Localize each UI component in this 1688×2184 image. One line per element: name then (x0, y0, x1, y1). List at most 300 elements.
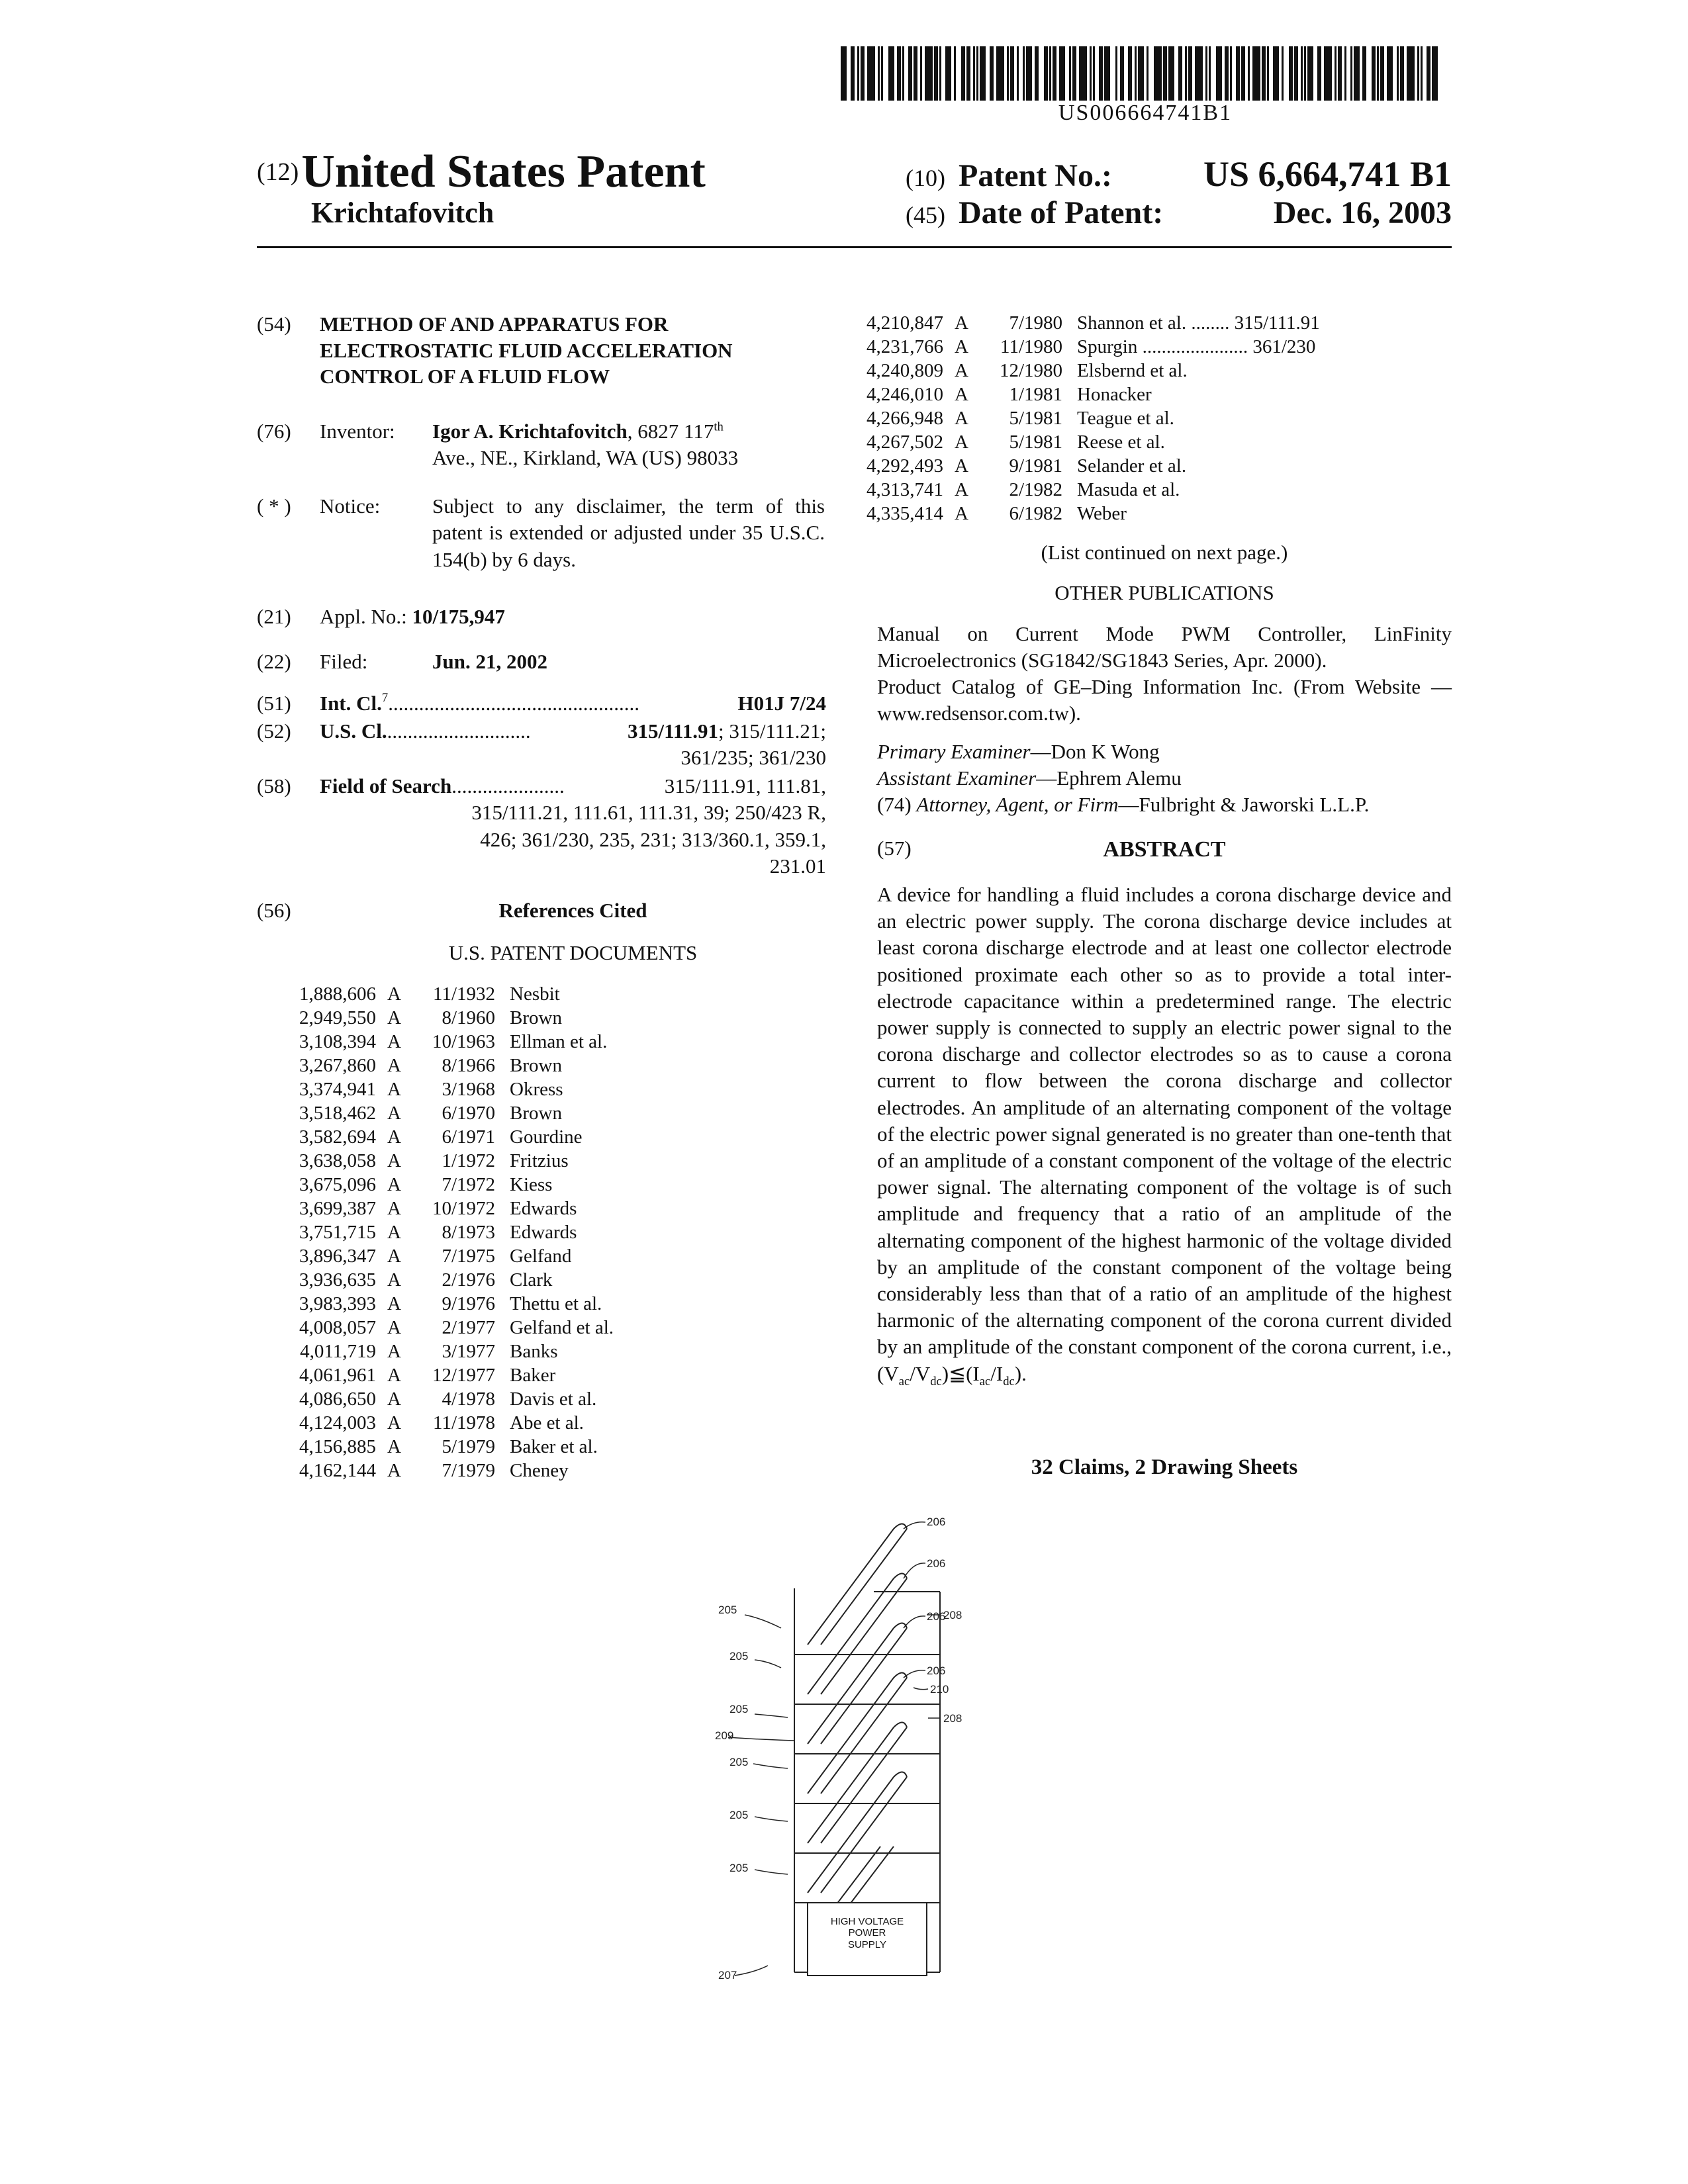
attorney-code: (74) (877, 793, 912, 816)
uscl-label: U.S. Cl. (320, 719, 387, 743)
barcode-bar (851, 46, 855, 101)
reference-number: 4,231,766 (867, 336, 943, 357)
reference-number: 4,008,057 (299, 1317, 376, 1338)
notice-field (257, 493, 826, 573)
abstract-text: A device for handling a fluid includes a corona discharge device and an electric power supply. The corona discharge device includes at least corona discharge electrode and at least one collector electrode positioned proximate each other so as to provide a total inter-electrode capacitance within a predetermined range. The electric power supply is connected to supply an electric power signal to the corona discharge and collector electrodes so as to cause a corona current to flow between the corona discharge and collector electrodes. An amplitude of an alternating component of the voltage of the electric power signal generated is no greater than one-tenth that of an amplitude of a constant component of the voltage of the electric power signal. The alternating component of the voltage is of such amplitude and frequency that a ratio of an amplitude of the alternating component of the highest harmonic of the voltage divided by an amplitude of the constant component of the voltage being considerably less than that of a ratio of an amplitude of the highest harmonic of the alternating component of the corona current divided by an amplitude of the constant component of the corona current, i.e., (877, 883, 1452, 1359)
reference-number: 3,751,715 (299, 1222, 376, 1243)
reference-name: Nesbit (510, 983, 560, 1005)
barcode-bar (1138, 46, 1144, 101)
appl-label: Appl. No.: (320, 605, 407, 628)
barcode-bar (1377, 46, 1379, 101)
reference-kind: A (387, 1031, 401, 1052)
reference-name: Weber (1077, 503, 1127, 524)
reference-date: 6/1970 (442, 1103, 495, 1124)
barcode-bar (1035, 46, 1039, 101)
reference-date: 8/1960 (442, 1007, 495, 1028)
search-line3: 426; 361/230, 235, 231; 313/360.1, 359.1, (480, 827, 826, 851)
reference-row (280, 1292, 810, 1316)
barcode-bar (1069, 46, 1071, 101)
reference-kind: A (955, 432, 968, 453)
barcode-bar (1362, 46, 1366, 101)
reference-number: 4,246,010 (867, 384, 943, 405)
refs-code: (56) (257, 899, 291, 922)
barcode-bar (1147, 46, 1149, 101)
figure-reference-numeral: 205 (729, 1809, 749, 1821)
reference-date: 3/1977 (442, 1341, 495, 1362)
uscl-code: (52) (257, 719, 291, 743)
reference-name: Davis et al. (510, 1388, 597, 1410)
reference-row (847, 478, 1452, 502)
reference-row (280, 1387, 810, 1411)
reference-date: 2/1977 (442, 1317, 495, 1338)
barcode-bar (1017, 46, 1019, 101)
barcode-bar (1350, 46, 1352, 101)
reference-number: 4,313,741 (867, 479, 943, 500)
reference-date: 11/1978 (433, 1412, 495, 1433)
barcode-bar (867, 46, 875, 101)
reference-number: 4,335,414 (867, 503, 943, 524)
inventor-code: (76) (257, 420, 291, 443)
barcode-bar (881, 46, 883, 101)
appl-field (257, 604, 826, 630)
reference-kind: A (387, 1436, 401, 1457)
other-publication-1: Manual on Current Mode PWM Controller, LinFinity Microelectronics (SG1842/SG1843 Series, Apr. 2000). (877, 622, 1452, 672)
figure-reference-numeral: 206 (927, 1516, 946, 1528)
reference-date: 7/1975 (442, 1246, 495, 1267)
reference-row (280, 1054, 810, 1077)
reference-kind: A (387, 1222, 401, 1243)
reference-number: 4,266,948 (867, 408, 943, 429)
reference-name: Banks (510, 1341, 558, 1362)
barcode-bar (914, 46, 917, 101)
reference-date: 1/1981 (1009, 384, 1062, 405)
barcode-bar (1178, 46, 1182, 101)
barcode-bar (1135, 46, 1137, 101)
appl-code: (21) (257, 605, 291, 628)
header-divider (257, 246, 1452, 248)
reference-kind: A (387, 1341, 401, 1362)
barcode-bar (1216, 46, 1222, 101)
barcode-bar (1267, 46, 1269, 101)
reference-kind: A (387, 1055, 401, 1076)
barcode-bar (1093, 46, 1095, 101)
reference-row (847, 406, 1452, 430)
barcode-bar (1010, 46, 1014, 101)
figure-reference-numeral: 205 (718, 1604, 737, 1616)
other-publications-title: OTHER PUBLICATIONS (1055, 581, 1274, 604)
barcode-bar (1387, 46, 1393, 101)
reference-name: Gelfand (510, 1246, 572, 1267)
barcode-bar (897, 46, 901, 101)
barcode-bar (1205, 46, 1207, 101)
barcode-bar (1209, 46, 1211, 101)
primary-examiner-label: Primary Examiner (877, 740, 1031, 763)
reference-name: Baker (510, 1365, 556, 1386)
references-list-right (847, 311, 1452, 525)
barcode-bar (1099, 46, 1103, 101)
assistant-examiner-label: Assistant Examiner (877, 766, 1037, 790)
reference-name: Ellman et al. (510, 1031, 608, 1052)
intcl-sup: 7 (381, 691, 389, 705)
reference-row (280, 1435, 810, 1459)
barcode-bar (1236, 46, 1240, 101)
reference-row (280, 1030, 810, 1054)
barcode-bar (996, 46, 1004, 101)
barcode-bar (1168, 46, 1174, 101)
reference-name: Okress (510, 1079, 563, 1100)
reference-number: 4,156,885 (299, 1436, 376, 1457)
barcode-bar (1338, 46, 1342, 101)
barcode-bar (990, 46, 994, 101)
reference-name: Edwards (510, 1198, 577, 1219)
barcode-bar (1188, 46, 1192, 101)
abstract-code: (57) (877, 837, 912, 860)
barcode-bar (1407, 46, 1415, 101)
filed-field (257, 649, 826, 675)
reference-kind: A (387, 1103, 401, 1124)
reference-kind: A (387, 1365, 401, 1386)
barcode-bar (1023, 46, 1025, 101)
reference-date: 8/1966 (442, 1055, 495, 1076)
reference-date: 7/1980 (1009, 312, 1062, 334)
barcode-bar (1400, 46, 1404, 101)
reference-number: 3,896,347 (299, 1246, 376, 1267)
barcode-bar (1417, 46, 1419, 101)
reference-kind: A (387, 1293, 401, 1314)
barcode-bar (888, 46, 894, 101)
reference-name: Shannon et al. ........ 315/111.91 (1077, 312, 1320, 334)
patent-date: Dec. 16, 2003 (1273, 195, 1452, 230)
reference-name: Selander et al. (1077, 455, 1187, 477)
reference-name: Abe et al. (510, 1412, 584, 1433)
inventor-address-line2: Ave., NE., Kirkland, WA (US) 98033 (432, 446, 739, 470)
kind-code: (12) (257, 158, 299, 186)
inventor-short: Krichtafovitch (311, 197, 494, 229)
abstract-body (877, 882, 1452, 1395)
reference-number: 4,162,144 (299, 1460, 376, 1481)
patent-date-row (906, 195, 1452, 236)
reference-name: Gelfand et al. (510, 1317, 614, 1338)
barcode-bar (1079, 46, 1087, 101)
primary-examiner (877, 739, 1452, 765)
reference-number: 1,888,606 (299, 983, 376, 1005)
barcode-bar (1163, 46, 1167, 101)
reference-date: 7/1972 (442, 1174, 495, 1195)
reference-date: 5/1979 (442, 1436, 495, 1457)
reference-row (280, 1459, 810, 1482)
reference-kind: A (387, 1198, 401, 1219)
reference-name: Clark (510, 1269, 553, 1291)
uscl-value-rest: ; 315/111.21; (718, 719, 826, 743)
power-supply-line2: POWER (848, 1927, 886, 1939)
reference-kind: A (955, 384, 968, 405)
reference-date: 11/1980 (1000, 336, 1062, 357)
barcode-bar (925, 46, 933, 101)
patent-no-code: (10) (906, 165, 945, 191)
reference-row (280, 982, 810, 1006)
reference-name: Thettu et al. (510, 1293, 602, 1314)
references-list-left (280, 982, 810, 1482)
patent-header-left (257, 146, 706, 230)
reference-row (847, 502, 1452, 525)
figure-reference-numeral: 205 (729, 1756, 749, 1768)
barcode-bar (841, 46, 847, 101)
intcl-label: Int. Cl. (320, 692, 382, 715)
reference-row (280, 1316, 810, 1340)
reference-number: 3,699,387 (299, 1198, 376, 1219)
intcl-dots: ................................................. (388, 692, 639, 715)
assistant-examiner (877, 765, 1452, 792)
reference-row (280, 1077, 810, 1101)
invention-title: METHOD OF AND APPARATUS FOR ELECTROSTATIC FLUID ACCELERATION CONTROL OF A FLUID FLOW (320, 312, 733, 388)
reference-row (280, 1363, 810, 1387)
search-field (257, 773, 826, 880)
barcode-bar (1294, 46, 1298, 101)
reference-kind: A (955, 408, 968, 429)
figure-reference-numeral: 208 (943, 1712, 962, 1725)
barcode-bar (1324, 46, 1332, 101)
reference-name: Cheney (510, 1460, 569, 1481)
reference-number: 3,267,860 (299, 1055, 376, 1076)
barcode-bar (1380, 46, 1384, 101)
barcode-bar (1225, 46, 1229, 101)
reference-row (280, 1220, 810, 1244)
reference-kind: A (955, 312, 968, 334)
reference-number: 4,086,650 (299, 1388, 376, 1410)
reference-name: Honacker (1077, 384, 1152, 405)
date-label: Date of Patent: (959, 195, 1164, 230)
search-line2: 315/111.21, 111.61, 111.31, 39; 250/423 R, (471, 801, 826, 825)
reference-number: 4,292,493 (867, 455, 943, 477)
figure-reference-numeral: 208 (943, 1609, 962, 1621)
reference-number: 3,983,393 (299, 1293, 376, 1314)
uscl-dots: ............................ (387, 719, 531, 743)
barcode-bar (861, 46, 865, 101)
reference-date: 6/1971 (442, 1126, 495, 1148)
barcode-bar (1090, 46, 1092, 101)
reference-kind: A (387, 1460, 401, 1481)
power-supply-line3: SUPPLY (847, 1938, 887, 1950)
notice-text: Subject to any disclaimer, the term of this patent is extended or adjusted under 35 U.S.C. 154(b) by 6 days. (432, 494, 825, 571)
reference-number: 3,638,058 (299, 1150, 376, 1171)
reference-date: 8/1973 (442, 1222, 495, 1243)
barcode-bar (920, 46, 922, 101)
barcode-bar (1248, 46, 1250, 101)
reference-date: 10/1972 (432, 1198, 495, 1219)
reference-date: 1/1972 (442, 1150, 495, 1171)
reference-number: 2,949,550 (299, 1007, 376, 1028)
reference-name: Elsbernd et al. (1077, 360, 1188, 381)
corona-electrodes (808, 1524, 907, 1943)
barcode-bar (973, 46, 975, 101)
reference-date: 12/1980 (999, 360, 1062, 381)
filed-label: Filed: (320, 650, 368, 673)
patent-number: US 6,664,741 B1 (1203, 154, 1452, 194)
figure-reference-numeral: 206 (927, 1557, 946, 1570)
barcode-bar (1104, 46, 1110, 101)
uscl-line2: 361/235; 361/230 (680, 746, 826, 770)
other-publication-2: Product Catalog of GE–Ding Information Inc. (From Website —www.redsensor.com.tw). (877, 675, 1452, 725)
search-code: (58) (257, 774, 291, 797)
references-field (257, 897, 826, 924)
barcode-bar (1372, 46, 1376, 101)
barcode-bar (1115, 46, 1117, 101)
barcode-bar (1154, 46, 1162, 101)
reference-kind: A (387, 1007, 401, 1028)
reference-date: 9/1976 (442, 1293, 495, 1314)
reference-row (847, 454, 1452, 478)
reference-row (280, 1125, 810, 1149)
barcode-number: US006664741B1 (1058, 101, 1233, 125)
reference-kind: A (387, 1317, 401, 1338)
reference-kind: A (387, 1412, 401, 1433)
figure-reference-numeral: 205 (729, 1703, 749, 1715)
reference-number: 3,374,941 (299, 1079, 376, 1100)
barcode-bar (857, 46, 859, 101)
reference-row (280, 1149, 810, 1173)
reference-kind: A (955, 479, 968, 500)
reference-kind: A (387, 1174, 401, 1195)
reference-number: 3,675,096 (299, 1174, 376, 1195)
patent-header-right (906, 154, 1452, 236)
patent-title: United States Patent (301, 146, 706, 197)
reference-date: 7/1979 (442, 1460, 495, 1481)
barcode-bar (1128, 46, 1132, 101)
appl-number: 10/175,947 (412, 605, 505, 628)
reference-number: 4,240,809 (867, 360, 943, 381)
reference-name: Gourdine (510, 1126, 583, 1148)
barcode-bar (1397, 46, 1399, 101)
reference-date: 2/1982 (1009, 479, 1062, 500)
search-dots: ...................... (451, 774, 565, 797)
barcode-bar (1289, 46, 1293, 101)
reference-date: 5/1981 (1009, 408, 1062, 429)
reference-date: 9/1981 (1009, 455, 1062, 477)
power-supply-label (814, 1916, 920, 1950)
barcode-bar (1059, 46, 1065, 101)
title-code: (54) (257, 312, 291, 336)
uscl-value: 315/111.91 (628, 719, 718, 743)
barcode-bar (878, 46, 880, 101)
reference-name: Reese et al. (1077, 432, 1165, 453)
reference-row (280, 1006, 810, 1030)
attorney-label: Attorney, Agent, or Firm (916, 793, 1119, 816)
barcode-bar (1049, 46, 1051, 101)
barcode-bar (980, 46, 986, 101)
notice-code: ( * ) (257, 494, 291, 518)
barcode-bar (1195, 46, 1203, 101)
figure-reference-numeral: 205 (729, 1650, 749, 1662)
reference-date: 12/1977 (432, 1365, 495, 1386)
reference-number: 4,210,847 (867, 312, 943, 334)
reference-row (847, 335, 1452, 359)
barcode-bar (908, 46, 912, 101)
reference-row (847, 311, 1452, 335)
reference-name: Brown (510, 1055, 562, 1076)
barcode-bar (1282, 46, 1284, 101)
inventor-label: Inventor: (320, 420, 395, 443)
refs-subtitle: U.S. PATENT DOCUMENTS (448, 941, 698, 964)
reference-date: 10/1963 (432, 1031, 495, 1052)
reference-kind: A (955, 503, 968, 524)
abstract-title: ABSTRACT (1103, 837, 1226, 862)
claims-summary: 32 Claims, 2 Drawing Sheets (1031, 1455, 1298, 1479)
barcode-bar (1072, 46, 1076, 101)
reference-row (280, 1411, 810, 1435)
electrode-diagram (715, 1516, 993, 1979)
inventor-address: , 6827 117 (627, 420, 714, 443)
barcode-bar (1307, 46, 1313, 101)
figure-reference-numeral: 206 (927, 1610, 946, 1623)
search-label: Field of Search (320, 774, 452, 797)
reference-number: 4,267,502 (867, 432, 943, 453)
barcode-bar (954, 46, 956, 101)
reference-row (280, 1268, 810, 1292)
reference-number: 3,518,462 (299, 1103, 376, 1124)
reference-name: Baker et al. (510, 1436, 598, 1457)
reference-kind: A (387, 983, 401, 1005)
barcode-bar (1185, 46, 1187, 101)
reference-row (280, 1244, 810, 1268)
reference-number: 4,124,003 (299, 1412, 376, 1433)
refs-title: References Cited (498, 899, 647, 922)
reference-kind: A (955, 336, 968, 357)
inventor-field (257, 418, 826, 472)
patent-number-row (906, 154, 1452, 195)
reference-name: Edwards (510, 1222, 577, 1243)
barcode-bar (966, 46, 970, 101)
barcode-bar (1317, 46, 1321, 101)
inventor-name: Igor A. Krichtafovitch (432, 420, 628, 443)
intcl-code: (51) (257, 692, 291, 715)
reference-kind: A (955, 360, 968, 381)
search-line1: 315/111.91, 111.81, (664, 774, 826, 797)
barcode-bar (1007, 46, 1009, 101)
barcode (841, 46, 1450, 101)
reference-kind: A (387, 1246, 401, 1267)
reference-number: 4,061,961 (299, 1365, 376, 1386)
notice-label: Notice: (320, 494, 381, 518)
reference-kind: A (387, 1150, 401, 1171)
reference-date: 5/1981 (1009, 432, 1062, 453)
barcode-bar (1053, 46, 1056, 101)
barcode-bar (1344, 46, 1346, 101)
reference-name: Brown (510, 1007, 562, 1028)
barcode-bar (1421, 46, 1423, 101)
reference-name: Masuda et al. (1077, 479, 1180, 500)
reference-row (280, 1340, 810, 1363)
reference-name: Spurgin ...................... 361/230 (1077, 336, 1316, 357)
reference-name: Fritzius (510, 1150, 569, 1171)
reference-date: 6/1982 (1009, 503, 1062, 524)
figure-reference-numeral: 206 (927, 1664, 946, 1677)
reference-name: Brown (510, 1103, 562, 1124)
barcode-bar (1120, 46, 1124, 101)
filed-code: (22) (257, 650, 291, 673)
reference-kind: A (955, 455, 968, 477)
uscl-field (257, 718, 826, 772)
barcode-bar (1301, 46, 1303, 101)
abstract-heading (877, 835, 1452, 862)
reference-row (847, 359, 1452, 383)
reference-row (847, 430, 1452, 454)
filed-date: Jun. 21, 2002 (432, 650, 547, 673)
figure-reference-numeral: 210 (930, 1683, 949, 1696)
figure-reference-numeral: 209 (715, 1729, 734, 1742)
barcode-bar (1335, 46, 1336, 101)
intcl-field (257, 690, 826, 717)
reference-date: 2/1976 (442, 1269, 495, 1291)
